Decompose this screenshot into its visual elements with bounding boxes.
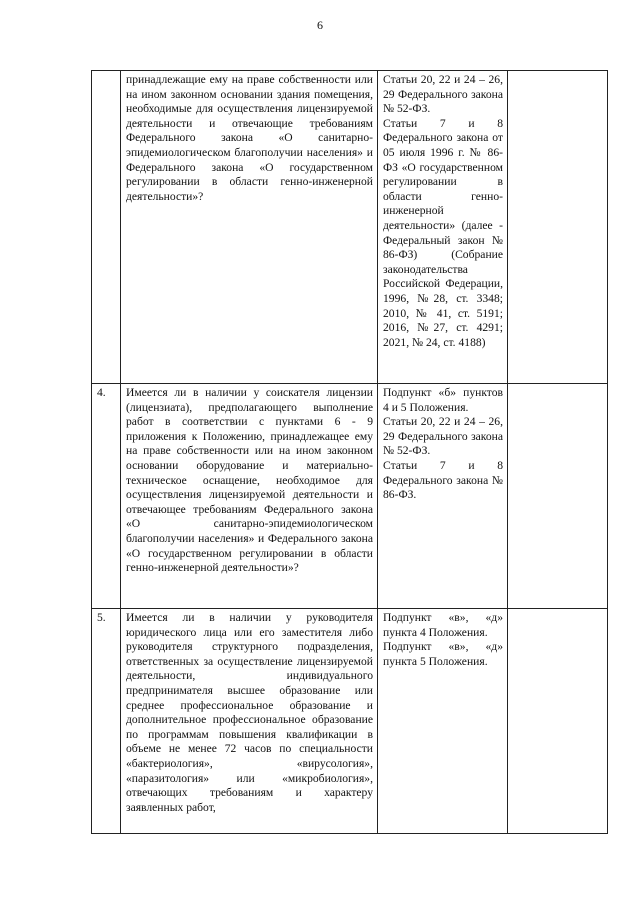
question-cell: Имеется ли в наличии у соискателя лицензии (лицензиата), предполагающего выполнение работ в соответствии с пунктами 6 - 9 приложения к Положению, принадлежащее ему на праве собственности или на ином законном основании оборудование и материально-техническое оснащение, необходимое для осуществления лицензируемой деятельности и отвечающее требованиям Федерального закона «О санитарно-эпидемиологическом благополучии населения» и Федерального закона «О государственном регулировании в области генно-инженерной деятельности»? — [121, 384, 378, 609]
row-number-cell: 4. — [92, 384, 121, 609]
row-number-cell — [92, 71, 121, 384]
answer-cell — [508, 609, 608, 834]
table-row — [92, 609, 608, 834]
reference-cell: Подпункт «в», «д» пункта 4 Положения. Подпункт «в», «д» пункта 5 Положения. — [378, 609, 508, 834]
question-cell: Имеется ли в наличии у руководителя юридического лица или его заместителя либо руководителя структурного подразделения, ответственных за осуществление лицензируемой деятельности, индивидуального предпринимателя высшее образование или среднее профессиональное образование и дополнительное профессиональное образование по программам повышения квалификации в объеме не менее 72 часов по специальности «бактериология», «вирусология», «паразитология» или «микробиология», отвечающих требованиям и характеру заявленных работ, — [121, 609, 378, 834]
requirements-table — [91, 70, 608, 834]
answer-cell — [508, 384, 608, 609]
question-cell: принадлежащие ему на праве собственности или на ином законном основании здания помещения, необходимые для осуществления лицензируемой деятельности и отвечающие требованиям Федерального закона «О санитарно-эпидемиологическом благополучии населения» и Федерального закона «О государственном регулировании в области генно-инженерной деятельности»? — [121, 71, 378, 384]
reference-cell: Подпункт «б» пунктов 4 и 5 Положения. Статьи 20, 22 и 24 – 26, 29 Федерального закона № 52-ФЗ. Статьи 7 и 8 Федерального закона № 86-ФЗ. — [378, 384, 508, 609]
page-number: 6 — [317, 18, 323, 32]
table-row — [92, 71, 608, 384]
row-number-cell: 5. — [92, 609, 121, 834]
answer-cell — [508, 71, 608, 384]
table-row — [92, 384, 608, 609]
reference-cell: Статьи 20, 22 и 24 – 26, 29 Федерального закона № 52-ФЗ. Статьи 7 и 8 Федерального закона от 05 июля 1996 г. № 86-ФЗ «О государственном регулировании в области генно-инженерной деятельности» (далее - Федеральный закон № 86-ФЗ) (Собрание законодательства Российской Федерации, 1996, №28, ст. 3348; 2010, № 41, ст. 5191; 2016, №27, ст. 4291; 2021, № 24, ст. 4188) — [378, 71, 508, 384]
